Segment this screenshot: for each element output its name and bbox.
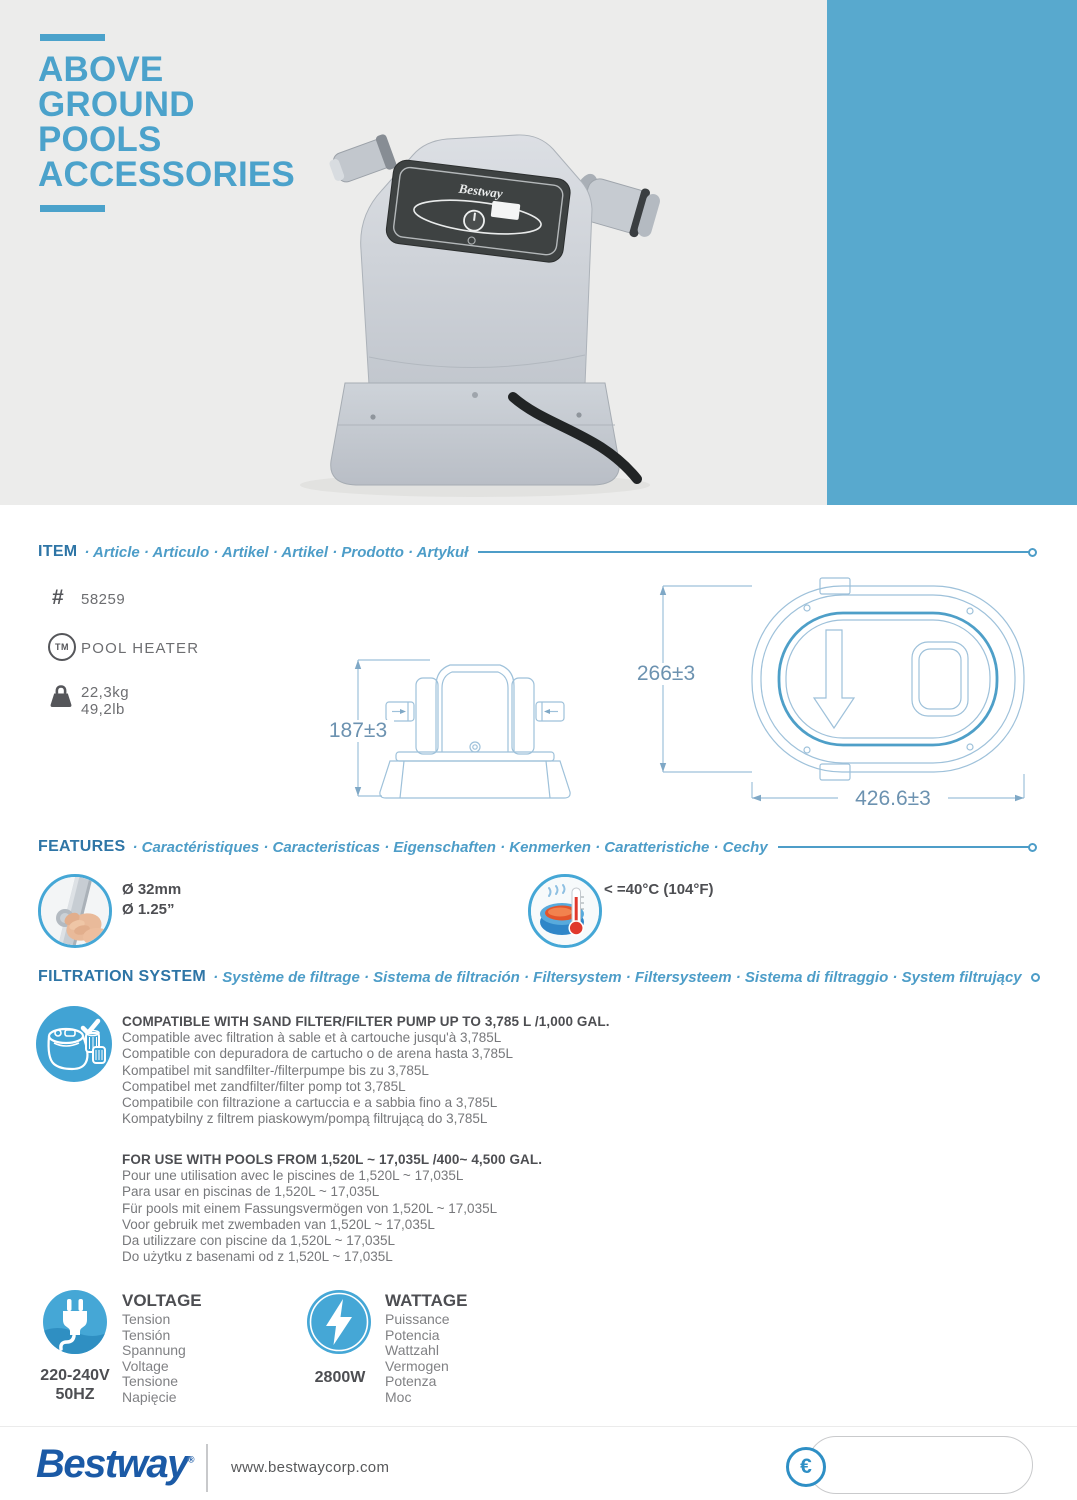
website-url: www.bestwaycorp.com: [231, 1459, 390, 1476]
weight-lb: 49,2lb: [81, 701, 125, 718]
page-title-line: POOLS: [38, 120, 162, 159]
hose-connector-left: [326, 133, 398, 188]
wattage-label: Wattzahl: [385, 1342, 439, 1358]
euro-icon: €: [786, 1447, 826, 1487]
voltage-label: Tension: [122, 1311, 171, 1327]
dim-top-width: 426.6±3: [838, 788, 948, 810]
wattage-label: Potenza: [385, 1373, 437, 1389]
weight-icon: [48, 684, 74, 714]
header-rule: [778, 846, 1029, 848]
voltage-label: Spannung: [122, 1342, 186, 1358]
page-title: [38, 52, 295, 192]
page-title-line: ABOVE: [38, 50, 164, 89]
voltage-frequency: 50HZ: [55, 1386, 95, 1403]
dim-front-height: 187±3: [322, 720, 394, 742]
page-title-line: ACCESSORIES: [38, 155, 295, 194]
wattage-label: Potencia: [385, 1326, 440, 1343]
pool-size-line: Voor gebruik met zwembaden van 1,520L ~ 17,035L: [122, 1216, 435, 1232]
pool-size-line: Do użytku z basenami od z 1,520L ~ 17,035L: [122, 1249, 393, 1265]
item-section-subtitle: · Article · Articulo · Artikel · Artikel · Prodotto · Artykuł: [84, 543, 469, 561]
wattage-label: Moc: [385, 1388, 412, 1405]
filter-compatibility-icon: [36, 1006, 112, 1082]
pool-size-line: Para usar en piscinas de 1,520L ~ 17,035L: [122, 1184, 380, 1200]
hero-section: [0, 0, 1077, 505]
title-top-bar: [40, 34, 105, 41]
voltage-label: Tensione: [122, 1373, 179, 1389]
article-number-icon: #: [52, 586, 64, 609]
footer-vertical-rule: [206, 1444, 208, 1492]
product-name: POOL HEATER: [81, 640, 200, 657]
weight-kg: 22,3kg: [81, 684, 130, 701]
dim-top-height: 266±3: [628, 663, 704, 685]
filter-compatibility-line: Compatible avec filtration à sable et à cartouche jusqu'à 3,785L: [122, 1030, 502, 1046]
voltage-label: Tensión: [122, 1326, 171, 1343]
wattage-labels: [385, 1291, 467, 1405]
price-field: [807, 1436, 1033, 1494]
voltage-icon: [43, 1290, 107, 1354]
max-temperature-text: < =40°C (104°F): [604, 881, 714, 898]
registered-mark: ®: [187, 1454, 195, 1465]
item-section-title: ITEM: [38, 543, 78, 560]
wattage-heading: WATTAGE: [385, 1291, 468, 1310]
page-title-line: GROUND: [38, 85, 195, 124]
header-rule: [478, 551, 1029, 553]
voltage-labels: [122, 1291, 202, 1405]
hero-blue-panel: [827, 0, 1077, 505]
voltage-label: Napięcie: [122, 1388, 177, 1405]
product-weight: [81, 684, 129, 718]
voltage-label: Voltage: [122, 1357, 169, 1374]
pool-size-line: Für pools mit einem Fassungsvermögen von 1,520L ~ 17,035L: [122, 1200, 498, 1216]
pool-size-line: Da utilizzare con piscine da 1,520L ~ 17,035L: [122, 1233, 396, 1249]
voltage-range: 220-240V: [40, 1367, 110, 1384]
pool-size-heading: FOR USE WITH POOLS FROM 1,520L ~ 17,035L /400~ 4,500 GAL.: [122, 1152, 543, 1167]
article-number: 58259: [81, 591, 126, 608]
filter-compatibility-line: Compatible con depuradora de cartucho o de arena hasta 3,785L: [122, 1046, 514, 1062]
hose-size-icon: [38, 874, 112, 948]
features-section-title: FEATURES: [38, 838, 126, 855]
wattage-icon: [307, 1290, 371, 1354]
filter-compatibility-line: Kompatybilny z filtrem piaskowym/pompą filtrującą do 3,785L: [122, 1111, 488, 1127]
filtration-section-header: [38, 968, 1037, 986]
product-photo: [285, 95, 665, 500]
title-bottom-bar: [40, 205, 105, 212]
features-section-header: [38, 838, 1037, 856]
wattage-value: 2800W: [314, 1369, 366, 1386]
voltage-heading: VOLTAGE: [122, 1291, 202, 1310]
top-view-drawing: [640, 570, 1035, 810]
pool-size-block: [122, 1152, 762, 1265]
hose-size-text: [122, 880, 181, 920]
wattage-label: Vermogen: [385, 1357, 449, 1374]
pool-size-line: Pour une utilisation avec le piscines de 1,520L ~ 17,035L: [122, 1168, 464, 1184]
bestway-logo: [36, 1442, 194, 1487]
filter-compatibility-heading: COMPATIBLE WITH SAND FILTER/FILTER PUMP UP TO 3,785 L /1,000 GAL.: [122, 1014, 610, 1029]
footer-divider-line: [0, 1426, 1077, 1427]
filtration-section-subtitle: · Système de filtrage · Sistema de filtración · Filtersystem · Filtersysteem · Sistema di filtraggio · System filtrujący: [213, 968, 1022, 986]
hose-diameter-mm: Ø 32mm: [122, 881, 182, 898]
filter-compatibility-line: Compatibile con filtrazione a cartuccia e a sabbia fino a 3,785L: [122, 1095, 498, 1111]
panel-brand-label: Bestway: [457, 180, 504, 201]
hose-diameter-in: Ø 1.25”: [122, 901, 175, 918]
trademark-icon: TM: [48, 633, 76, 661]
max-temperature-icon: [528, 874, 602, 948]
bestway-logo-text: Bestway: [36, 1442, 188, 1486]
features-section-subtitle: · Caractéristiques · Caracteristicas · Eigenschaften · Kenmerken · Caratteristiche · Cechy: [132, 838, 768, 856]
filter-compatibility-line: Compatibel met zandfilter/filter pomp tot 3,785L: [122, 1078, 406, 1094]
filter-compatibility-block: [122, 1014, 762, 1127]
item-section-header: [38, 543, 1037, 561]
wattage-label: Puissance: [385, 1311, 450, 1327]
voltage-value: [15, 1366, 135, 1404]
filtration-section-title: FILTRATION SYSTEM: [38, 968, 207, 985]
filter-compatibility-line: Kompatibel mit sandfilter-/filterpumpe bis zu 3,785L: [122, 1062, 429, 1078]
